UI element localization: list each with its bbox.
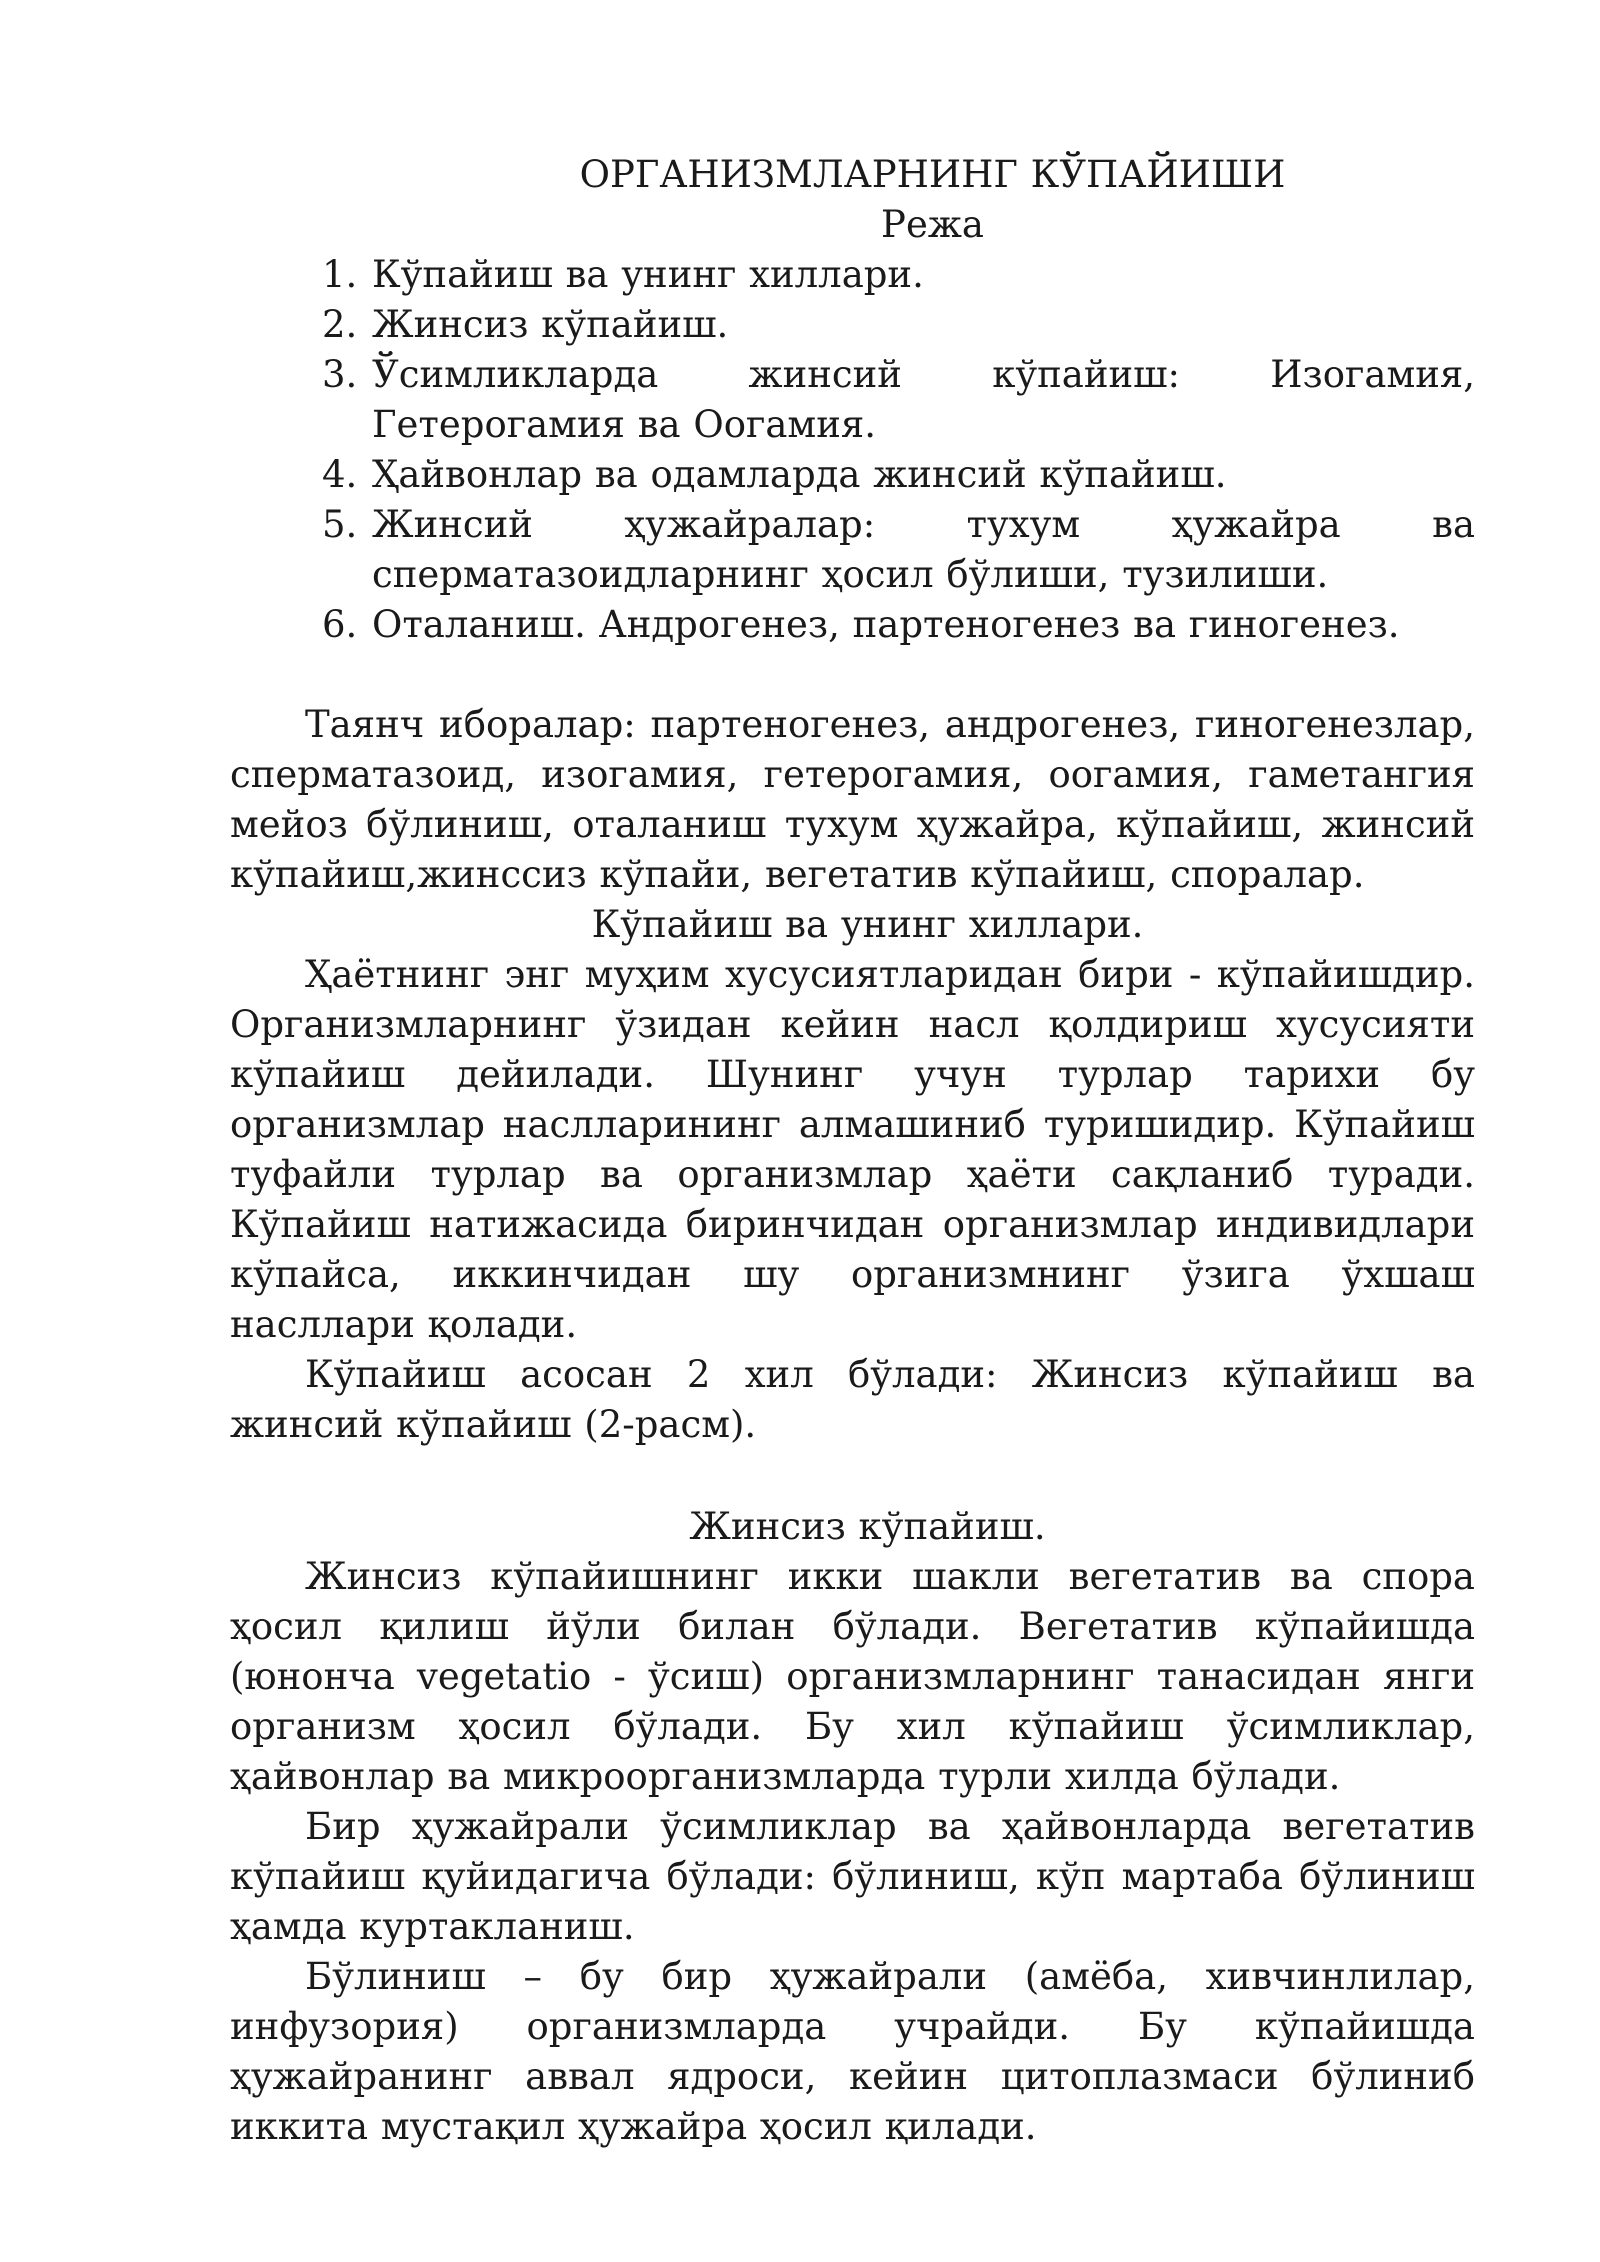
plan-item-number: 4. [322,453,358,496]
spacer [230,1450,1475,1502]
section-title: Жинсиз кўпайиш. [689,1505,1046,1548]
plan-item [230,450,1475,500]
body-paragraph: Ҳаётнинг энг муҳим хусусиятларидан бири - кўпайишдир. Организмларнинг ўзидан кейин насл қолдириш хусусияти кўпайиш дейилади. Шунинг учун турлар тарихи бу организмлар наслларининг алмашиниб туришидир. Кўпайиш туфайли турлар ва организмлар ҳаёти сақланиб туради. Кўпайиш натижасида биринчидан организмлар индивидлари кўпайса, иккинчидан шу организмнинг ўзига ўхшаш насллари қолади. [230,953,1475,1346]
plan-item-number: 6. [322,603,358,646]
body-paragraph: Бир ҳужайрали ўсимликлар ва ҳайвонларда вегетатив кўпайиш қуйидагича бўлади: бўлиниш, кўп мартаба бўлиниш ҳамда куртакланиш. [230,1805,1475,1948]
plan-item-number: 5. [322,503,358,546]
document-title: ОРГАНИЗМЛАРНИНГ КЎПАЙИШИ [579,153,1286,196]
document-page [230,150,1475,2152]
plan-item-number: 3. [322,353,358,396]
body-paragraph: Кўпайиш асосан 2 хил бўлади: Жинсиз кўпайиш ва жинсий кўпайиш (2-расм). [230,1353,1475,1446]
plan-item [230,350,1475,450]
plan-item-number: 1. [322,253,358,296]
plan-item [230,300,1475,350]
plan-item [230,600,1475,650]
plan-item [230,500,1475,600]
plan-item-text: Жинсиз кўпайиш. [372,303,729,346]
plan-item [230,250,1475,300]
spacer [230,650,1475,700]
plan-item-text: Ўсимликларда жинсий кўпайиш: Изогамия, Гетерогамия ва Оогамия. [372,353,1475,446]
plan-list [230,250,1475,650]
plan-item-number: 2. [322,303,358,346]
plan-heading: Режа [881,203,984,246]
plan-item-text: Ҳайвонлар ва одамларда жинсий кўпайиш. [372,453,1227,496]
body-paragraph: Бўлиниш – бу бир ҳужайрали (амёба, хивчинлилар, инфузория) организмларда учрайди. Бу кўпайишда ҳужайранинг аввал ядроси, кейин цитоплазмаси бўлиниб иккита мустақил ҳужайра ҳосил қилади. [230,1955,1475,2148]
section-title: Кўпайиш ва унинг хиллари. [591,903,1144,946]
keywords-paragraph: Таянч иборалар: партеногенез, андрогенез, гиногенезлар, сперматазоид, изогамия, гетерогамия, оогамия, гаметангия мейоз бўлиниш, оталаниш тухум ҳужайра, кўпайиш, жинсий кўпайиш,жинссиз кўпайи, вегетатив кўпайиш, споралар. [230,703,1475,896]
plan-item-text: Жинсий ҳужайралар: тухум ҳужайра ва сперматазоидларнинг ҳосил бўлиши, тузилиши. [372,503,1475,596]
body-paragraph: Жинсиз кўпайишнинг икки шакли вегетатив ва спора ҳосил қилиш йўли билан бўлади. Вегетатив кўпайишда (юнонча vegetatio - ўсиш) организмларнинг танасидан янги организм ҳосил бўлади. Бу хил кўпайиш ўсимликлар, ҳайвонлар ва микроорганизмларда турли хилда бўлади. [230,1555,1475,1798]
plan-item-text: Оталаниш. Андрогенез, партеногенез ва гиногенез. [372,603,1400,646]
plan-item-text: Кўпайиш ва унинг хиллари. [372,253,924,296]
